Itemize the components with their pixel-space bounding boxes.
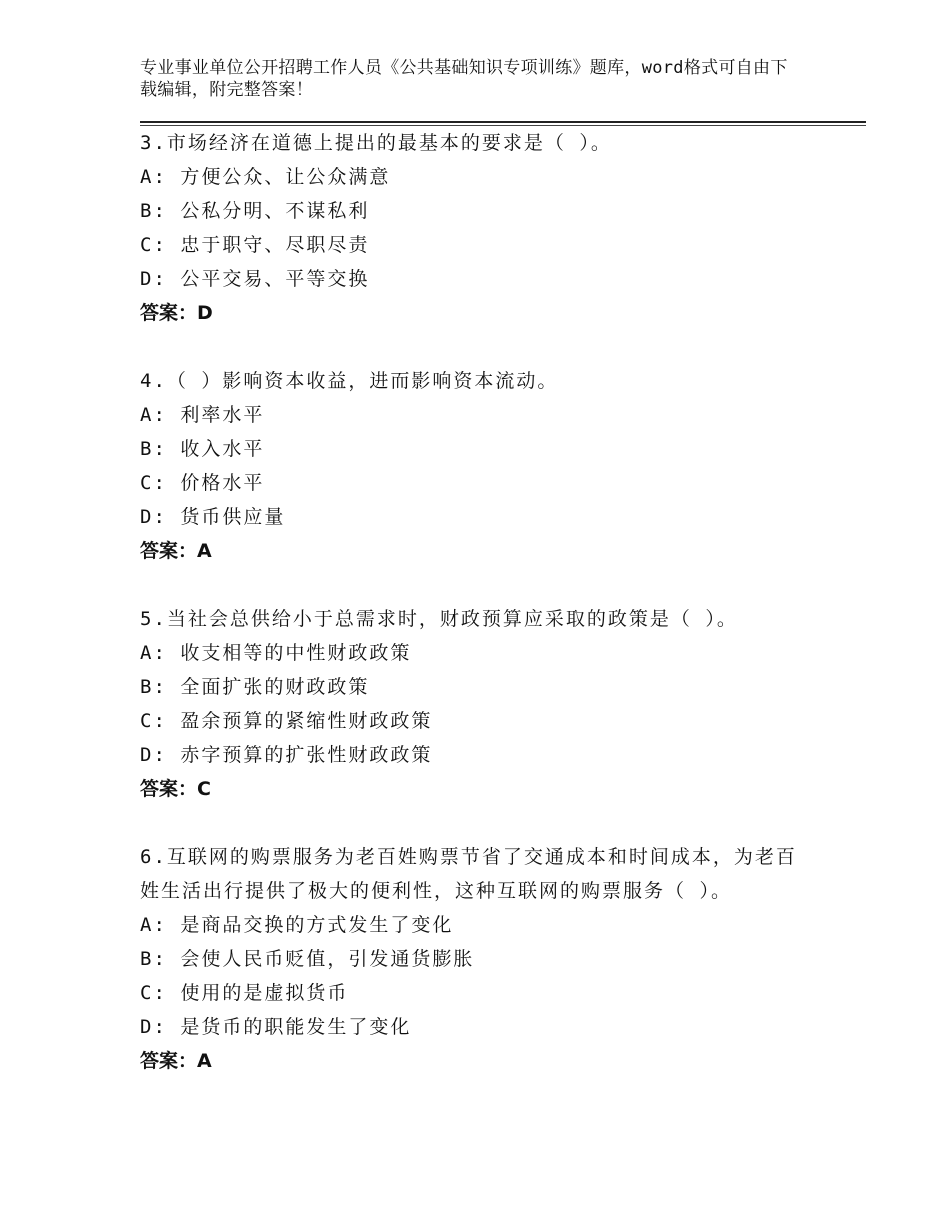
option-d: D: 公平交易、平等交换	[140, 268, 370, 290]
question-stem: 5.当社会总供给小于总需求时，财政预算应采取的政策是（ ）。	[140, 608, 738, 630]
option-b: B: 收入水平	[140, 438, 265, 460]
document-header: 专业事业单位公开招聘工作人员《公共基础知识专项训练》题库，word格式可自由下载编辑，附完整答案！	[140, 58, 788, 100]
spacer	[140, 568, 800, 602]
option-a: A: 收支相等的中性财政政策	[140, 642, 412, 664]
option-d: D: 赤字预算的扩张性财政政策	[140, 744, 433, 766]
question-6	[140, 840, 800, 1078]
question-3	[140, 126, 800, 330]
option-a: A: 是商品交换的方式发生了变化	[140, 914, 454, 936]
spacer	[140, 330, 800, 364]
option-d: D: 货币供应量	[140, 506, 286, 528]
question-stem: 3.市场经济在道德上提出的最基本的要求是（ ）。	[140, 132, 612, 154]
option-a: A: 方便公众、让公众满意	[140, 166, 391, 188]
question-4	[140, 364, 800, 568]
question-list	[140, 126, 800, 1078]
answer-line: 答案：D	[140, 302, 213, 324]
option-a: A: 利率水平	[140, 404, 265, 426]
option-d: D: 是货币的职能发生了变化	[140, 1016, 412, 1038]
option-b: B: 公私分明、不谋私利	[140, 200, 370, 222]
option-b: B: 全面扩张的财政政策	[140, 676, 370, 698]
header-divider-thick	[140, 121, 866, 123]
answer-line: 答案：C	[140, 778, 211, 800]
question-5	[140, 602, 800, 806]
answer-line: 答案：A	[140, 540, 212, 562]
option-c: C: 忠于职守、尽职尽责	[140, 234, 370, 256]
answer-line: 答案：A	[140, 1050, 212, 1072]
spacer	[140, 806, 800, 840]
option-c: C: 盈余预算的紧缩性财政政策	[140, 710, 433, 732]
option-c: C: 价格水平	[140, 472, 265, 494]
option-b: B: 会使人民币贬值，引发通货膨胀	[140, 948, 475, 970]
question-stem: 6.互联网的购票服务为老百姓购票节省了交通成本和时间成本，为老百姓生活出行提供了极大的便利性，这种互联网的购票服务（ ）。	[140, 846, 797, 902]
option-c: C: 使用的是虚拟货币	[140, 982, 349, 1004]
question-stem: 4.（ ）影响资本收益，进而影响资本流动。	[140, 370, 559, 392]
